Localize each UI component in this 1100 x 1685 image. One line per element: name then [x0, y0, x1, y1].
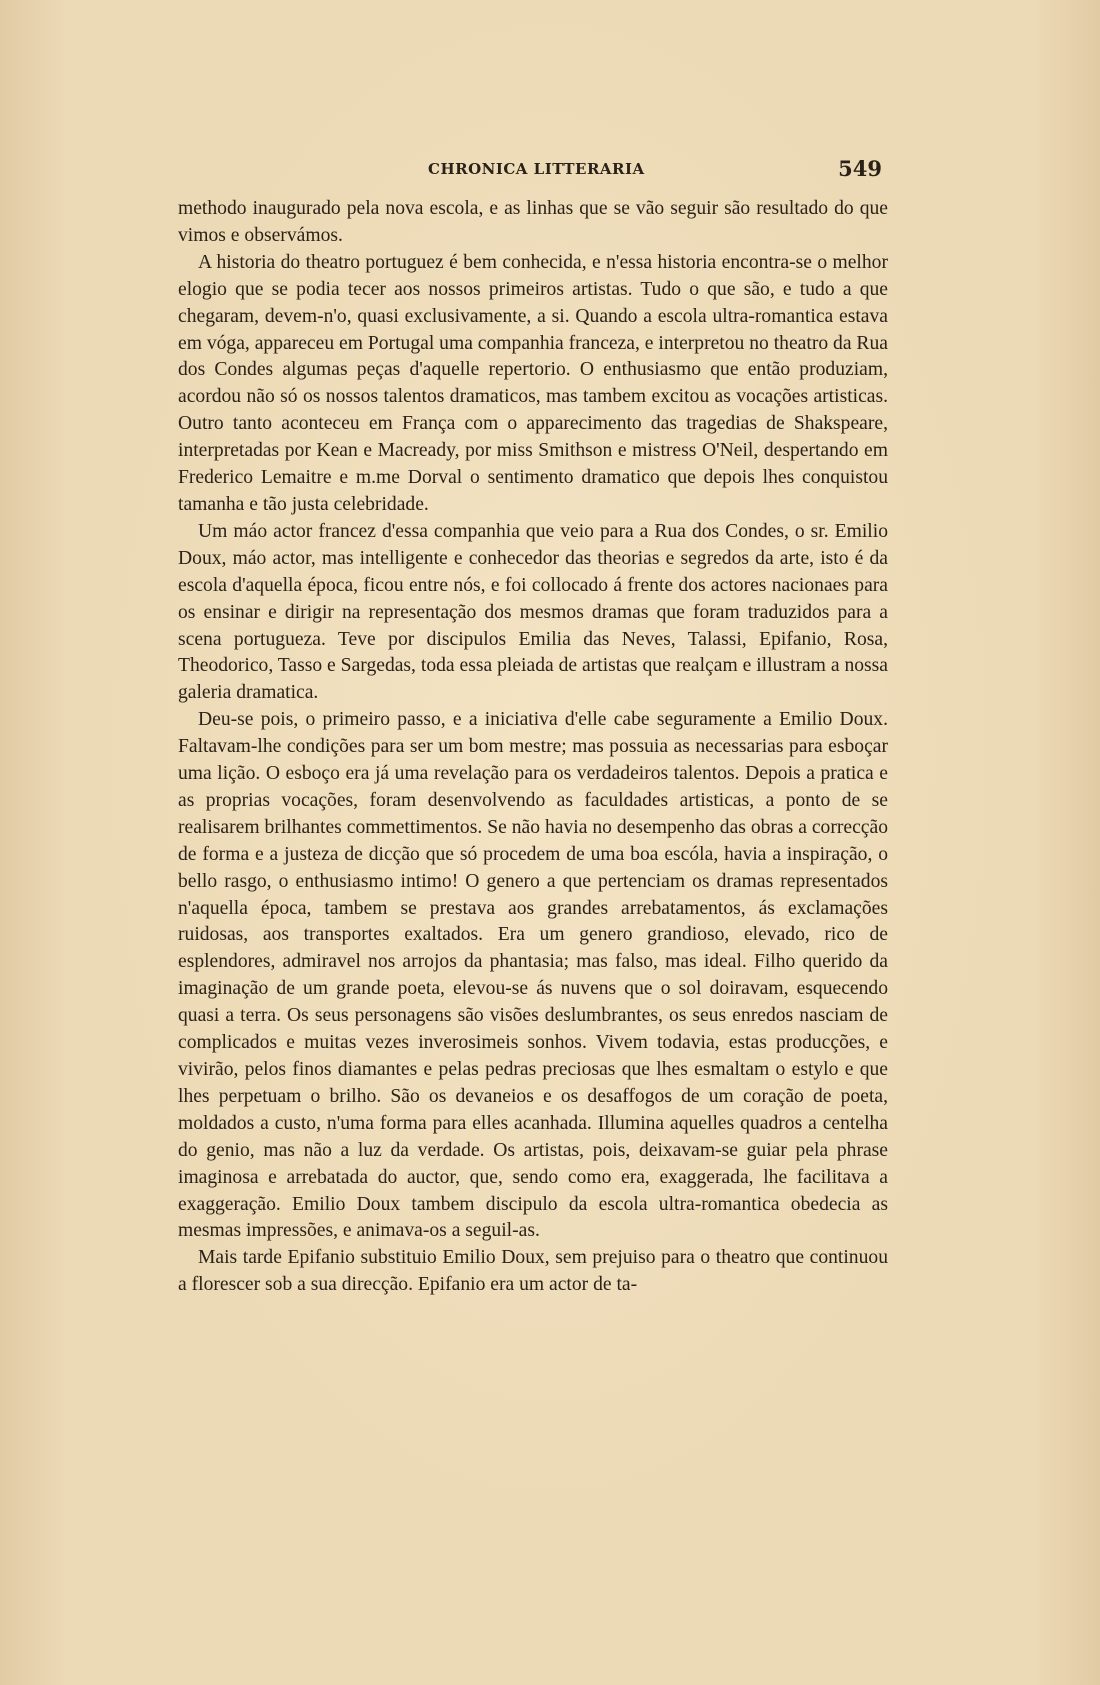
page-number: 549 [838, 156, 882, 181]
paragraph-continuation: methodo inaugurado pela nova escola, e as linhas que se vão seguir são resultado do que vimos e observámos. [178, 198, 888, 246]
paragraph: A historia do theatro portuguez é bem conhecida, e n'essa historia encontra-se o melhor elogio que se podia tecer aos nossos primeiros artistas. Tudo o que são, e tudo a que chegaram, devem-n'o, quasi exclusivamente, a si. Quando a escola ultra-romantica estava em vóga, appareceu em Portugal uma companhia franceza, e interpretou no theatro da Rua dos Condes algumas peças d'aquelle repertorio. O enthusiasmo que então produziam, acordou não só os nossos talentos dramaticos, mas tambem excitou as vocações artisticas. Outro tanto aconteceu em França com o apparecimento das tragedias de Shakspeare, interpretadas por Kean e Macready, por miss Smithson e mistress O'Neil, despertando em Frederico Lemaitre e m.me Dorval o sentimento dramatico que depois lhes conquistou tamanha e tão justa celebridade. [178, 251, 888, 515]
body-text [178, 196, 888, 1299]
paragraph: Deu-se pois, o primeiro passo, e a iniciativa d'elle cabe seguramente a Emilio Doux. Faltavam-lhe condições para ser um bom mestre; mas possuia as necessarias para esboçar uma lição. O esboço era já uma revelação para os verdadeiros talentos. Depois a pratica e as proprias vocações, foram desenvolvendo as faculdades artisticas, a ponto de se realisarem brilhantes commettimentos. Se não havia no desempenho das obras a correcção de forma e a justeza de dicção que só procedem de uma boa escóla, havia a inspiração, o bello rasgo, o enthusiasmo intimo! O genero a que pertenciam os dramas representados n'aquella época, tambem se prestava aos grandes arrebatamentos, ás exclamações ruidosas, aos transportes exaltados. Era um genero grandioso, elevado, rico de esplendores, admiravel nos arrojos da phantasia; mas falso, mas ideal. Filho querido da imaginação de um grande poeta, elevou-se ás nuvens que o sol doiravam, esquecendo quasi a terra. Os seus personagens são visões deslumbrantes, os seus enredos nasciam de complicados e muitas vezes inverosimeis sonhos. Vivem todavia, estas producções, e vivirão, pelos finos diamantes e pelas pedras preciosas que lhes esmaltam o estylo e que lhes perpetuam o brilho. São os devaneios e os desaffogos de um coração de poeta, moldados a custo, n'uma forma para elles acanhada. Illumina aquelles quadros a centelha do genio, mas não a luz da verdade. Os artistas, pois, deixavam-se guiar pela phrase imaginosa e arrebatada do auctor, que, sendo como era, exaggerada, lhe facilitava a exaggeração. Emilio Doux tambem discipulo da escola ultra-romantica obedecia as mesmas impressões, e animava-os a seguil-as. [178, 709, 888, 1242]
paragraph: Mais tarde Epifanio substituio Emilio Doux, sem prejuiso para o theatro que continuou a florescer sob a sua direcção. Epifanio era um actor de ta- [178, 1247, 888, 1296]
paragraph: Um máo actor francez d'essa companhia que veio para a Rua dos Condes, o sr. Emilio Doux, máo actor, mas intelligente e conhecedor das theorias e segredos da arte, isto é da escola d'aquella época, ficou entre nós, e foi collocado á frente dos actores nacionaes para os ensinar e dirigir na representação dos mesmos dramas que foram traduzidos para a scena portugueza. Teve por discipulos Emilia das Neves, Talassi, Epifanio, Rosa, Theodorico, Tasso e Sargedas, toda essa pleiada de artistas que realçam e illustram a nossa galeria dramatica. [178, 520, 888, 704]
running-head: CHRONICA LITTERARIA [428, 160, 645, 178]
page-header [178, 158, 888, 184]
